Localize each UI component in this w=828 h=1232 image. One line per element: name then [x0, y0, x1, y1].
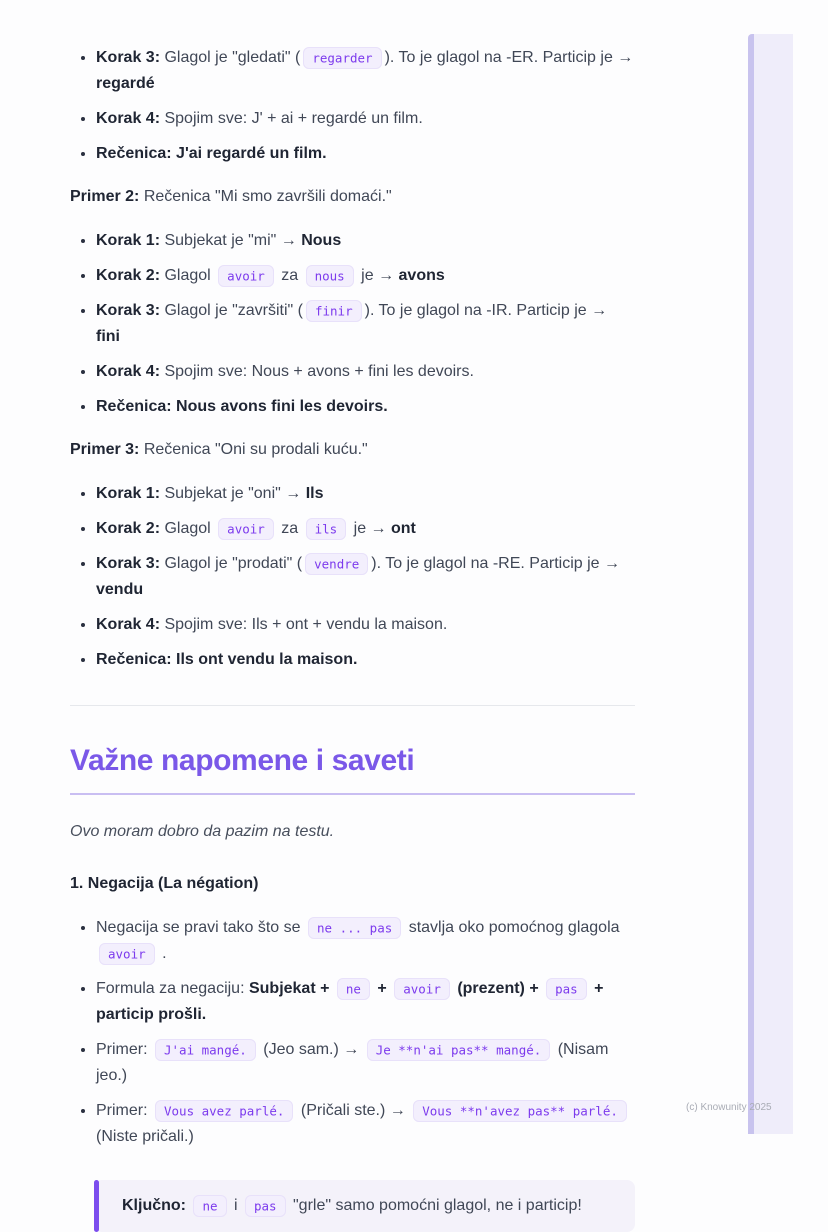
- bold-text: Korak 3:: [96, 302, 161, 319]
- bold-text: fini: [96, 328, 120, 345]
- bold-text: Korak 3:: [96, 555, 161, 572]
- list-item: [96, 515, 635, 542]
- text: Spojim sve: Nous + avons + fini les devoirs.: [160, 363, 474, 380]
- bold-text: Rečenica: Ils ont vendu la maison.: [96, 651, 358, 668]
- list-item: [96, 611, 635, 638]
- list-item: [96, 262, 635, 289]
- text: Primer:: [96, 1102, 152, 1119]
- example-2-intro: [70, 184, 635, 210]
- bold-text: Korak 2:: [96, 520, 161, 537]
- text: Subjekat je "mi" →: [160, 232, 302, 249]
- text: Formula za negaciju:: [96, 980, 249, 997]
- text: (Niste pričali.): [96, 1128, 194, 1145]
- text: stavlja oko pomoćnog glagola: [404, 919, 620, 936]
- key-callout: [94, 1180, 635, 1232]
- text: je →: [349, 520, 391, 537]
- text: i: [229, 1197, 242, 1214]
- inline-code: ne ... pas: [308, 917, 401, 939]
- bold-text: regardé: [96, 75, 155, 92]
- bold-text: (prezent) +: [457, 980, 539, 997]
- list-item: [96, 140, 635, 167]
- text: Rečenica "Oni su prodali kuću.": [139, 441, 368, 458]
- list-item: [96, 975, 635, 1028]
- section-divider: [70, 705, 635, 706]
- list-item: [96, 914, 635, 967]
- list-item: [96, 1036, 635, 1089]
- inline-code: vendre: [305, 553, 368, 575]
- next-page-edge: [748, 34, 793, 1134]
- text: (Pričali ste.) →: [296, 1102, 411, 1119]
- bold-text: Korak 2:: [96, 267, 161, 284]
- bullet-list: [70, 227, 635, 420]
- inline-code: avoir: [218, 518, 274, 540]
- text: Spojim sve: J' + ai + regardé un film.: [160, 110, 423, 127]
- text: Glagol je "završiti" (: [160, 302, 303, 319]
- text: Rečenica "Mi smo završili domaći.": [139, 188, 392, 205]
- bold-text: Primer 2:: [70, 188, 140, 205]
- bold-text: +: [377, 980, 387, 997]
- text: Subjekat je "oni" →: [160, 485, 306, 502]
- inline-code: avoir: [218, 265, 274, 287]
- bold-text: vendu: [96, 581, 144, 598]
- bold-text: Ključno:: [122, 1197, 186, 1214]
- lead-italic: [70, 819, 635, 845]
- list-item: [96, 358, 635, 385]
- text: [387, 980, 391, 997]
- bold-text: Korak 1:: [96, 485, 161, 502]
- bold-text: Korak 4:: [96, 110, 161, 127]
- list-item: [96, 480, 635, 507]
- inline-code: avoir: [394, 978, 450, 1000]
- inline-code: avoir: [99, 943, 155, 965]
- inline-code: pas: [546, 978, 587, 1000]
- list-item: [96, 550, 635, 603]
- watermark-text: (c) Knowunity 2025: [686, 1102, 772, 1113]
- inline-code: nous: [306, 265, 354, 287]
- text: (Nisam jeo.): [96, 1041, 609, 1084]
- text: Glagol: [160, 267, 216, 284]
- text: za: [276, 267, 303, 284]
- list-item: [96, 105, 635, 132]
- text: [329, 980, 333, 997]
- bold-text: Korak 4:: [96, 363, 161, 380]
- bold-text: Korak 4:: [96, 616, 161, 633]
- bold-text: 1. Negacija (La négation): [70, 875, 259, 892]
- bold-text: Korak 1:: [96, 232, 161, 249]
- bold-text: Primer 3:: [70, 441, 140, 458]
- example-3-intro: [70, 437, 635, 463]
- list-item: [96, 393, 635, 420]
- inline-code: finir: [306, 300, 362, 322]
- bold-text: Ils: [305, 485, 324, 502]
- inline-code: ils: [306, 518, 347, 540]
- inline-code: ne: [337, 978, 370, 1000]
- text: ). To je glagol na -ER. Particip je →: [384, 49, 634, 66]
- bold-text: Subjekat +: [248, 980, 330, 997]
- text: [186, 1197, 190, 1214]
- text: ). To je glagol na -RE. Particip je →: [371, 555, 620, 572]
- inline-code: J'ai mangé.: [155, 1039, 256, 1061]
- bold-text: Rečenica: Nous avons fini les devoirs.: [96, 398, 388, 415]
- text: Glagol je "gledati" (: [160, 49, 301, 66]
- bold-text: + particip prošli.: [96, 980, 604, 1023]
- bullet-list: [70, 44, 635, 167]
- bullet-list: [70, 480, 635, 673]
- text: .: [157, 945, 167, 962]
- bold-text: avons: [398, 267, 445, 284]
- list-item: [96, 44, 635, 97]
- inline-code: Vous avez parlé.: [155, 1100, 293, 1122]
- bold-text: Nous: [301, 232, 342, 249]
- list-item: [96, 1097, 635, 1150]
- inline-code: Vous **n'avez pas** parlé.: [413, 1100, 627, 1122]
- text: Primer:: [96, 1041, 152, 1058]
- text: [539, 980, 543, 997]
- list-item: [96, 227, 635, 254]
- bold-text: Korak 3:: [96, 49, 161, 66]
- text: Spojim sve: Ils + ont + vendu la maison.: [160, 616, 448, 633]
- text: za: [276, 520, 303, 537]
- text: ). To je glagol na -IR. Particip je →: [364, 302, 608, 319]
- sub-heading-negation: [70, 871, 635, 897]
- list-item: [96, 646, 635, 673]
- text: Glagol je "prodati" (: [160, 555, 303, 572]
- text: je →: [356, 267, 399, 284]
- callout-accent-bar: [94, 1180, 99, 1232]
- text: "grle" samo pomoćni glagol, ne i particip!: [288, 1197, 582, 1214]
- italic-text: Ovo moram dobro da pazim na testu.: [70, 823, 335, 840]
- text: Negacija se pravi tako što se: [96, 919, 305, 936]
- callout-text: [122, 1193, 617, 1219]
- inline-code: Je **n'ai pas** mangé.: [367, 1039, 551, 1061]
- text: Glagol: [160, 520, 216, 537]
- bullet-list: [70, 914, 635, 1150]
- bold-text: ont: [390, 520, 416, 537]
- bold-text: Rečenica: J'ai regardé un film.: [96, 145, 327, 162]
- inline-code: ne: [193, 1195, 226, 1217]
- list-item: [96, 297, 635, 350]
- inline-code: pas: [245, 1195, 286, 1217]
- inline-code: regarder: [303, 47, 381, 69]
- document-content: [70, 28, 635, 1232]
- text: (Jeo sam.) →: [258, 1041, 364, 1058]
- section-heading: Važne napomene i saveti: [70, 744, 635, 795]
